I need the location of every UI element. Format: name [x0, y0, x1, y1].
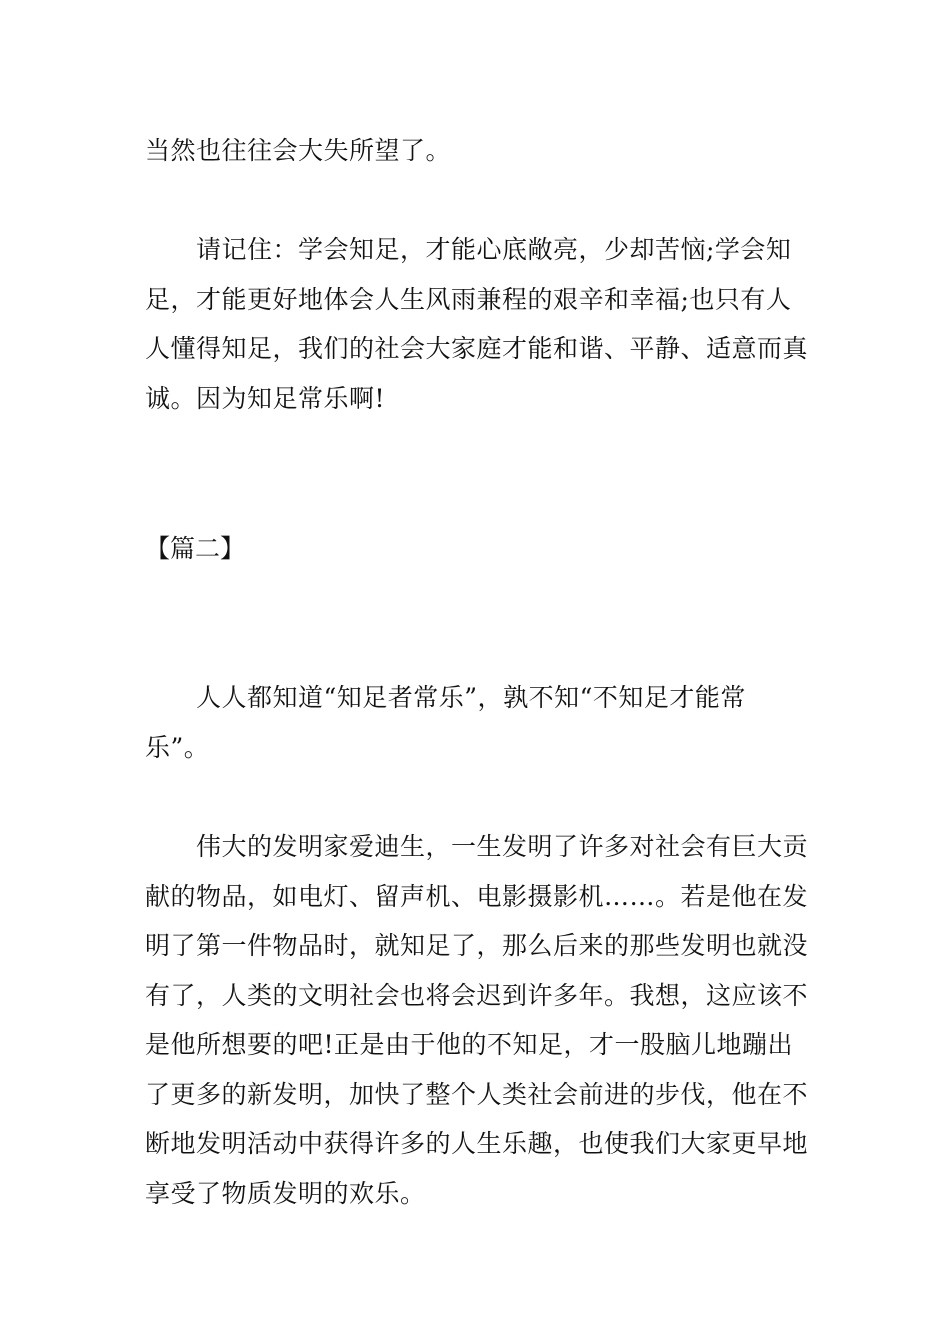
- paragraph-edison: 伟大的发明家爱迪生，一生发明了许多对社会有巨大贡献的物品，如电灯、留声机、电影摄影机……。若是他在发明了第一件物品时，就知足了，那么后来的那些发明也就没有了，人类的文明社会也将会迟到许多年。我想，这应该不是他所想要的吧!正是由于他的不知足，才一股脑儿地蹦出了更多的新发明，加快了整个人类社会前进的步伐，他在不断地发明活动中获得许多的人生乐趣，也使我们大家更早地享受了物质发明的欢乐。: [145, 832, 809, 1208]
- paragraph-continuation: 当然也往往会大失所望了。: [145, 136, 452, 165]
- paragraph-remember: 请记住：学会知足，才能心底敞亮，少却苦恼;学会知足，才能更好地体会人生风雨兼程的艰辛和幸福;也只有人人懂得知足，我们的社会大家庭才能和谐、平静、适意而真诚。因为知足常乐啊!: [145, 235, 809, 413]
- section-heading: 【篇二】: [145, 534, 246, 563]
- paragraph-intro: 人人都知道“知足者常乐”，孰不知“不知足才能常乐”。: [145, 683, 746, 762]
